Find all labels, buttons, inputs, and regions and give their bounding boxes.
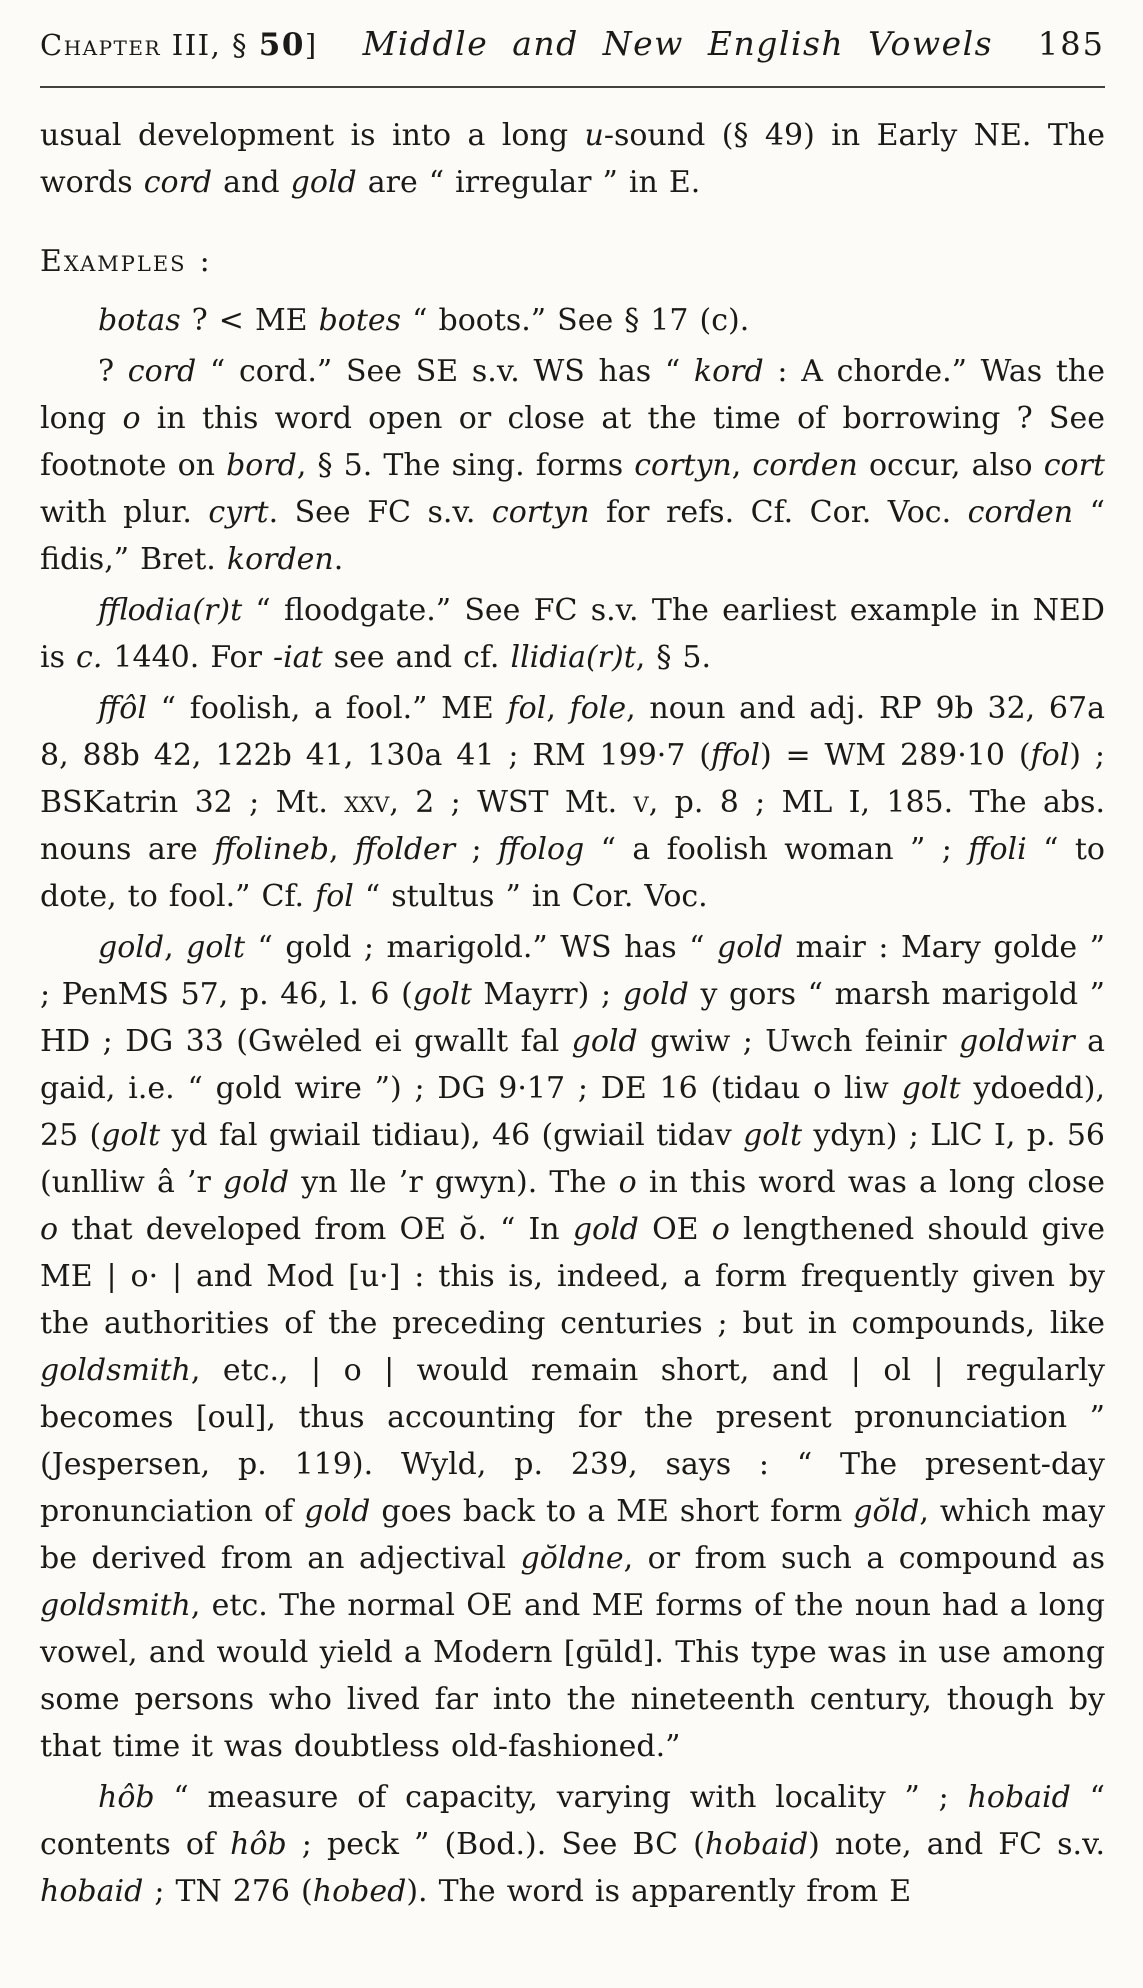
text-run: ) note, and FC s.v. [808,1827,1105,1863]
text-run: , § 5. [635,640,711,676]
page-body [40,112,1105,1915]
text-run: , § 5. The sing. forms [296,448,635,484]
text-run: v [633,785,649,821]
text-run: goes back to a ME short form [370,1494,854,1530]
text-run: with plur. [40,495,209,531]
text-run: “ contents of [40,1780,1105,1863]
text-run: ffôl [98,691,147,727]
text-run: in this word was a long close [636,1165,1105,1201]
text-run: hobaid [40,1874,144,1910]
text-run: ; peck ” (Bod.). See BC ( [286,1827,705,1863]
text-run: golt [901,1071,961,1107]
text-run: that developed from OE ŏ. “ In [58,1212,573,1248]
text-run: korden [226,542,334,578]
text-run: kord [693,354,764,390]
text-run: , which may be derived from an adjectival [40,1494,1106,1577]
text-run: in this word open or close at the time of borrowing ? See footnote on [40,401,1105,484]
text-run: o [618,1165,637,1201]
text-run: fol [1030,738,1070,774]
text-run: , noun and adj. RP 9b 32, 67a 8, 88b 42, 122b 41, 130a 41 ; RM 199·7 ( [40,691,1105,774]
text-run: , or from such a compound as [623,1541,1105,1577]
text-run: ydoedd), 25 ( [40,1071,1105,1154]
text-run: gold [290,165,357,201]
text-run: bord [226,448,297,484]
text-run: ? [98,354,128,390]
entry-hob [40,1774,1105,1915]
text-run: ffolineb [214,832,329,868]
text-run: are “ irregular ” in E. [356,165,701,201]
text-run: c. [76,640,103,676]
text-run: cord [143,165,213,201]
entry-ffol [40,685,1105,920]
text-run: ) = WM 289·10 ( [759,738,1031,774]
text-run: ffolder [354,832,456,868]
text-run: o [122,401,141,437]
text-run: hobed [312,1874,407,1910]
running-header [40,24,1105,64]
text-run: , [546,691,570,727]
text-run: golt [186,930,246,966]
text-run: Examples : [40,244,212,280]
text-run: -iat [272,640,323,676]
text-run: “ foolish, a fool.” ME [146,691,508,727]
entry-botas [40,297,1105,344]
text-run: corden [752,448,858,484]
text-run: cyrt [208,495,269,531]
text-run: fol [315,879,354,915]
text-run: , [329,832,355,868]
text-run: golt [412,977,472,1013]
text-run: “ cord.” See SE s.v. WS has “ [196,354,694,390]
text-run: goldwir [958,1024,1075,1060]
text-run: golt [101,1118,161,1154]
text-run: hôb [230,1827,287,1863]
text-run: for refs. Cf. Cor. Voc. [589,495,968,531]
text-run: ). The word is apparently from E [406,1874,912,1910]
text-run: -sound (§ 49) in Early NE. The words [40,118,1105,201]
text-run: gŏld [853,1494,920,1530]
text-run: : A chorde.” Was the long [40,354,1106,437]
text-run: llidia(r)t [510,640,636,676]
text-run: “ a foolish woman ” ; [584,832,969,868]
text-run: cortyn [634,448,732,484]
text-run: xxv [344,785,390,821]
text-run: yd fal gwiail tidiau), 46 (gwiail tidav [160,1118,744,1154]
text-run: “ floodgate.” See FC s.v. The earliest example in NED is [40,593,1105,676]
text-run: occur, also [857,448,1044,484]
text-run: corden [967,495,1074,531]
text-run: ? < ME [180,303,319,339]
text-run: hobaid [704,1827,809,1863]
text-run: mair : Mary golde ” ; PenMS 57, p. 46, l. 6 ( [40,930,1105,1013]
text-run: and [212,165,291,201]
text-run: “ stultus ” in Cor. Voc. [353,879,708,915]
entry-cord [40,348,1105,583]
text-run: OE [638,1212,712,1248]
text-run: gold [223,1165,290,1201]
text-run: ) ; BSKatrin 32 ; Mt. [40,738,1105,821]
text-run: y gors “ marsh marigold ” HD ; DG 33 (Gwėled ei gwallt fal [40,977,1105,1060]
entry-gold [40,924,1105,1770]
text-run: ] [304,28,318,62]
text-run: “ gold ; marigold.” WS has “ [245,930,718,966]
text-run: see and cf. [322,640,511,676]
text-run: , p. 8 ; ML I, 185. The abs. nouns are [40,785,1105,868]
page-number: 185 [1037,25,1105,63]
text-run: fflodia(r)t [98,593,243,629]
text-run: , [731,448,753,484]
text-run: “ boots.” See § 17 (c). [401,303,750,339]
text-run: ffolog [498,832,585,868]
text-run: goldsmith [40,1353,191,1389]
text-run: ydyn) ; LlC I, p. 56 (unlliw â ’r [40,1118,1105,1201]
text-run: , 2 ; WST Mt. [389,785,634,821]
text-run: a gaid, i.e. “ gold wire ”) ; DG 9·17 ; DE 16 (tidau o liw [40,1024,1105,1107]
text-run: gold [571,1024,638,1060]
text-run: cortyn [491,495,590,531]
text-run: yn lle ’r gwyn). The [289,1165,619,1201]
text-run: gold [304,1494,371,1530]
text-run: botas [98,303,181,339]
text-run: usual development is into a long [40,118,585,154]
text-run: 1440. For [102,640,273,676]
text-run: goldsmith [40,1588,191,1624]
text-run: gwiw ; Uwch feinir [637,1024,959,1060]
text-run: “ to dote, to fool.” Cf. [40,832,1105,915]
text-run: golt [743,1118,803,1154]
text-run: “ measure of capacity, varying with locality ” ; [154,1780,968,1816]
text-run: “ fidis,” Bret. [40,495,1105,578]
text-run: , [164,930,187,966]
text-run: gŏldne [520,1541,624,1577]
text-run: gold [98,930,165,966]
text-run: ; [455,832,499,868]
intro-paragraph [40,112,1105,206]
text-run: , etc. The normal OE and ME forms of the noun had a long vowel, and would yield a Modern [gūld]. This type was in use among some persons who lived far into the nineteenth century, though by that time it was doubtless old-fashioned.” [40,1588,1105,1765]
text-run: , etc., | o | would remain short, and | ol | regularly becomes [oul], thus accounting for the present pronunciation ” (Jespersen, p. 119). Wyld, p. 239, says : “ The present-day pronunciation of [40,1353,1105,1530]
text-run: fol [507,691,547,727]
text-run: Chapter III, § [40,28,259,62]
text-run: cort [1043,448,1105,484]
text-run: o [40,1212,59,1248]
text-run: . See FC s.v. [268,495,492,531]
text-run: gold [622,977,689,1013]
text-run: o [711,1212,730,1248]
examples-heading [40,238,1105,285]
text-run: gold [572,1212,639,1248]
text-run: gold [717,930,784,966]
text-run: Mayrr) ; [471,977,623,1013]
text-run: botes [318,303,402,339]
text-run: hobaid [967,1780,1071,1816]
text-run: u [584,118,604,154]
text-run: fole [569,691,627,727]
text-run: . [333,542,344,578]
header-rule [40,86,1105,88]
text-run: 50 [258,27,305,63]
chapter-reference [40,27,318,64]
text-run: ; TN 276 ( [143,1874,313,1910]
text-run: cord [127,354,197,390]
page-title: Middle and New English Vowels [362,24,994,63]
text-run: hôb [98,1780,155,1816]
text-run: lengthened should give ME | o· | and Mod [u·] : this is, indeed, a form frequently given by the authorities of the preceding centuries ; but in compounds, like [40,1212,1106,1342]
entry-fflodiart [40,587,1105,681]
text-run: ffol [711,738,760,774]
text-run: ffoli [968,832,1027,868]
